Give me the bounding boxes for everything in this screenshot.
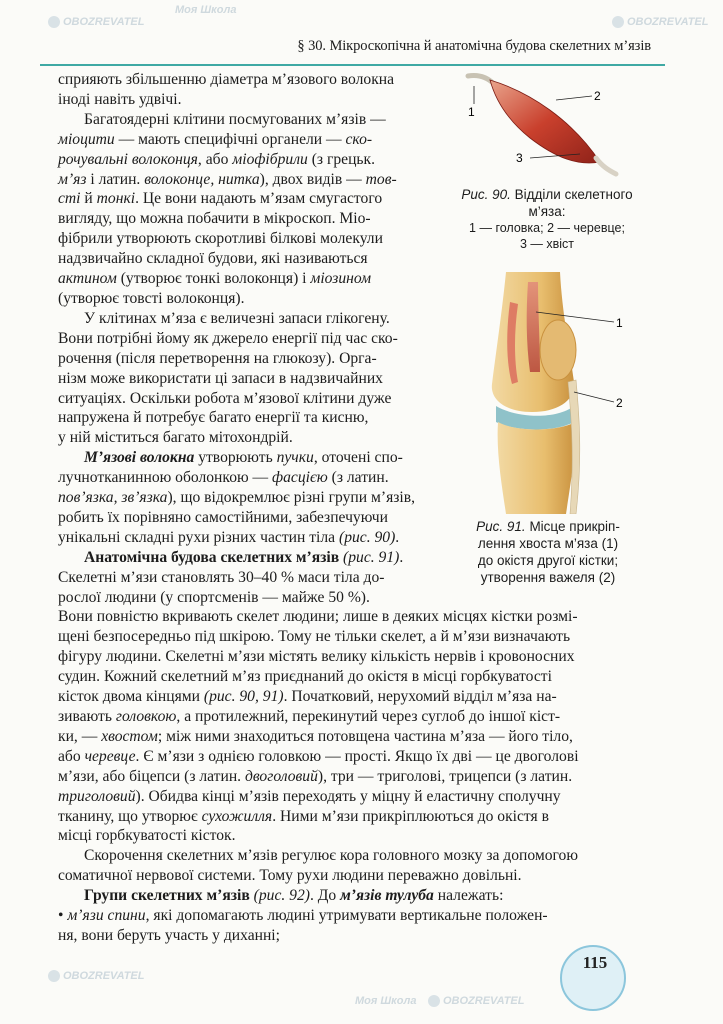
paragraph: Скорочення скелетних м’язів регулює кора головного мозку за допомогою соматичної нервової системи. Тому рухи людини переважно довільні.: [58, 847, 578, 885]
running-head: § 30. Мікроскопічна й анатомічна будова скелетних м’язів: [297, 38, 651, 54]
page-number: 115: [582, 953, 608, 972]
fig91-caption-title: Рис. 91.: [476, 519, 526, 534]
paragraph: М’язові волокна утворюють пучки, оточені спо- лучнотканинною оболонкою — фасцією (з латин. пов’язка, зв’язка), що відокремлює різні групи м’язів, робить їх порівняно самостійними, забезпечуючи унікальні складні рухи різних частин тіла (рис. 90).: [58, 449, 415, 546]
section-heading: Анатомічна будова скелетних м’язів (рис. 91). Скелетні м’язи становлять 30–40 % маси тіла до- рослої людини (у спортсменів — майже 50 %).: [58, 548, 404, 606]
paragraph: Багатоядерні клітини посмугованих м’язів — міоцити — мають специфічні органели — ско- рочувальні волоконця, або міофібрили (з грецьк. м’яз і латин. волоконце, нитка), двох видів — тов- сті й тонкі. Це вони надають м’язам смугастого вигляду, що можна побачити в мікроскоп. Міо- фібрили утворюють скоротливі білкові молекули надзвичайно складної будови, які називаються актином (утворює тонкі волоконця) і міозином (утворює товсті волоконця).: [58, 110, 397, 307]
fig90-label-3: 3: [516, 151, 523, 165]
fig90-legend-1: 1 — головка; 2 — черевце;: [469, 221, 625, 235]
paragraph: Вони повністю вкривають скелет людини; лише в деяких місцях кістки розмі- щені безпосередньо під шкірою. Тому не тільки скелет, а й м’язи визначають фігуру людини. Скелетні м’язи містять велику кількість нервів і кровоносних судин. Кожний скелетний м’яз приєднаний до окістя в місці горбкуватості кісток двома кінцями (рис. 90, 91). Початковий, нерухомий відділ м’яза на- зивають головкою, а протилежний, перекинутий через суглоб до іншої кіст- ки, — хвостом; між ними знаходиться потовщена частина м’яза — його тіло, або черевце. Є м’язи з однією головкою — прості. Якщо їх дві — це двоголові м’язи, або біцепси (з латин. двоголовий), три — триголові, трицепси (з латин. триголовий). Обидва кінці м’язів переходять у міцну й еластичну сполучну тканину, що утворює сухожилля. Ними м’язи прикріплюються до окістя в місці горбкуватості кісток.: [58, 608, 579, 845]
fig91-label-2: 2: [616, 396, 623, 410]
watermark: Моя Школа: [355, 995, 417, 1007]
fig90-label-1: 1: [468, 105, 475, 119]
figure-91-caption: Рис. 91. Місце прикріп- лення хвоста м’яза (1) до окістя другої кістки; утворення важеля (2): [476, 519, 620, 585]
watermark: OBOZREVATEL: [612, 16, 708, 28]
watermark: OBOZREVATEL: [48, 16, 144, 28]
header-divider: [40, 64, 665, 66]
fig90-label-2: 2: [594, 89, 601, 103]
watermark: OBOZREVATEL: [428, 995, 524, 1007]
fig90-legend-2: 3 — хвіст: [519, 237, 575, 251]
watermark: Моя Школа: [175, 4, 237, 16]
body-text: [58, 70, 630, 946]
fig91-label-1: 1: [616, 316, 623, 330]
paragraph: сприяють збільшенню діаметра м’язового волокна іноді навіть удвічі.: [58, 71, 395, 108]
fig90-caption-text: Відділи скелетного м’яза:: [514, 187, 633, 219]
watermark: OBOZREVATEL: [48, 970, 144, 982]
paragraph: У клітинах м’яза є величезні запаси глікогену. Вони потрібні йому як джерело енергії під час ско- рочення (після перетворення на глюкозу). Орга- нізм може використати ці запаси в надзвичайних ситуаціях. Оскільки робота м’язової клітини дуже напружена й потребує багато енергії та кисню, у ній міститься багато мітохондрій.: [58, 309, 398, 447]
fig90-caption-title: Рис. 90.: [461, 187, 511, 202]
paragraph: Групи скелетних м’язів (рис. 92). До м’язів тулуба належать: • м’язи спини, які допомагають людині утримувати вертикальне положен- ня, вони беруть участь у диханні;: [58, 887, 548, 944]
